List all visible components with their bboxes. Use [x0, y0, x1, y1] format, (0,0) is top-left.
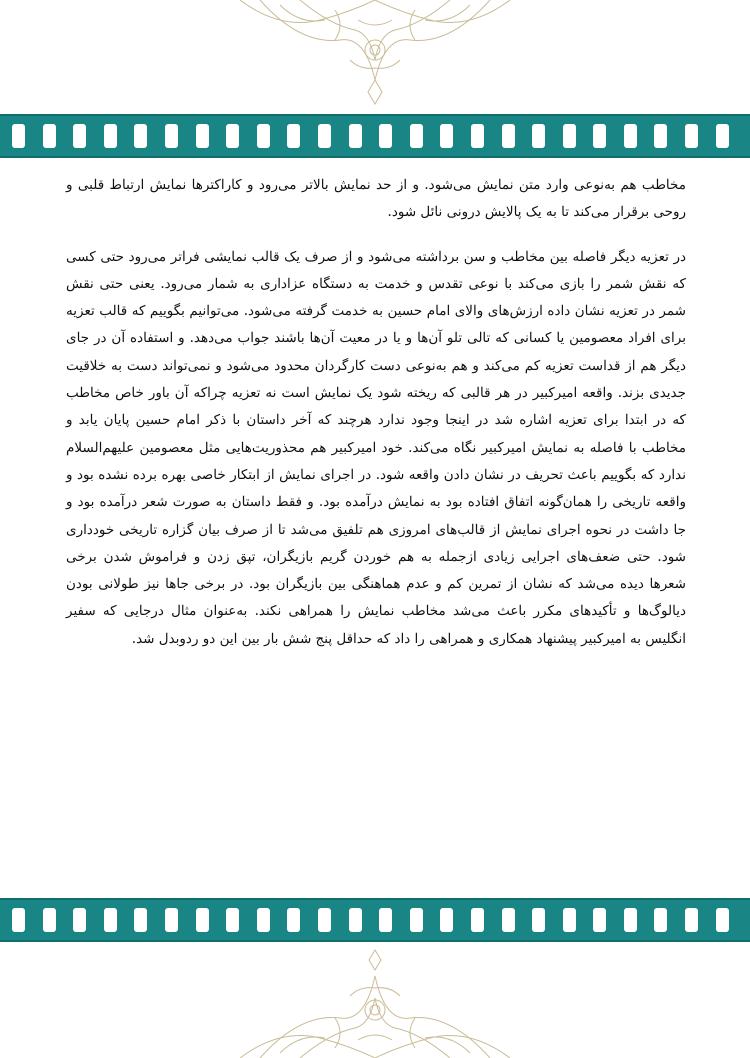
film-hole	[196, 908, 209, 932]
film-hole	[43, 124, 56, 148]
film-hole	[471, 908, 484, 932]
film-perforations	[12, 124, 729, 148]
film-hole	[532, 124, 545, 148]
film-hole	[532, 908, 545, 932]
film-hole	[654, 908, 667, 932]
film-hole	[563, 124, 576, 148]
film-hole	[43, 908, 56, 932]
film-hole	[349, 908, 362, 932]
film-hole	[593, 908, 606, 932]
film-hole	[654, 124, 667, 148]
film-hole	[716, 908, 729, 932]
film-hole	[257, 908, 270, 932]
film-hole	[563, 908, 576, 932]
film-hole	[287, 124, 300, 148]
film-hole	[471, 124, 484, 148]
film-hole	[196, 124, 209, 148]
top-arabesque-ornament-icon	[240, 0, 510, 108]
film-hole	[12, 124, 25, 148]
film-hole	[624, 124, 637, 148]
film-hole	[73, 908, 86, 932]
film-hole	[502, 124, 515, 148]
film-edge	[0, 114, 750, 116]
bottom-arabesque-ornament-icon	[240, 948, 510, 1058]
film-hole	[685, 908, 698, 932]
film-hole	[410, 908, 423, 932]
film-hole	[104, 908, 117, 932]
film-hole	[73, 124, 86, 148]
film-hole	[134, 124, 147, 148]
film-hole	[134, 908, 147, 932]
film-edge	[0, 156, 750, 158]
film-hole	[287, 908, 300, 932]
film-hole	[226, 908, 239, 932]
article-body	[66, 172, 686, 653]
film-hole	[165, 124, 178, 148]
film-edge	[0, 940, 750, 942]
paragraph-2: در تعزیه دیگر فاصله بین مخاطب و سن برداشته می‌شود و از صرف یک قالب نمایشی فراتر می‌رود حتی کسی که نقش شمر را بازی می‌کند با نوعی تقدس و خدمت به دستگاه عزاداری به شمار می‌رود. یعنی حتی نقش شمر در تعزیه نشان داده ارزش‌های والای امام حسین به خدمت گرفته می‌شود. می‌توانیم بگوییم که قالب تعزیه برای افراد معصومین یا کسانی که تالی تلو آن‌ها و یا در معیت آن‌ها باشند جواب می‌دهد. و استفاده آن در جای دیگر هم از قداست تعزیه کم می‌کند و هم به‌نوعی دست کارگردان محدود می‌شود و نمی‌تواند دست به خلاقیت جدیدی بزند. واقعه امیرکبیر در هر قالبی که ریخته شود یک نمایش است نه تعزیه چراکه آن باور خاص مخاطب که در ابتدا برای تعزیه اشاره شد در اینجا وجود ندارد هرچند که آخر داستان با ذکر امام حسین پایان یابد و مخاطب با فاصله به نمایش امیرکبیر نگاه می‌کند. خود امیرکبیر هم محذوریت‌هایی مثل معصومین علیهم‌السلام ندارد که بگوییم باعث تحریف در نشان دادن واقعه شود. در اجرای نمایش از ابتکار خاصی بهره برده نشده بود و واقعه تاریخی را همان‌گونه اتفاق افتاده بود به نمایش درآمده بود. و فقط داستان به صورت شعر درآمده بود و جا داشت در نحوه اجرای نمایش از قالب‌های امروزی هم تلفیق می‌شد تا از صرف بیان گزاره تاریخی خودداری شود. حتی ضعف‌های اجرایی زیادی ازجمله به هم خوردن گریم بازیگران، تپق زدن و فراموش شدن برخی شعرها دیده می‌شد که نشان از تمرین کم و عدم هماهنگی بین بازیگران بود. در برخی جاها نیز طولانی بودن دیالوگ‌ها و تأکیدهای مکرر باعث می‌شد مخاطب نمایش را همراهی نکند. به‌عنوان مثال درجایی که سفیر انگلیس به امیرکبیر پیشنهاد همکاری و همراهی را داد که حداقل پنج شش بار بین این دو ردوبدل شد.	[66, 248, 686, 647]
film-hole	[318, 124, 331, 148]
film-perforations	[12, 908, 729, 932]
film-hole	[165, 908, 178, 932]
film-hole	[685, 124, 698, 148]
film-hole	[716, 124, 729, 148]
film-hole	[12, 908, 25, 932]
bottom-film-strip	[0, 898, 750, 942]
top-film-strip	[0, 114, 750, 158]
film-hole	[349, 124, 362, 148]
film-hole	[379, 124, 392, 148]
film-hole	[624, 908, 637, 932]
film-hole	[226, 124, 239, 148]
film-hole	[257, 124, 270, 148]
film-hole	[593, 124, 606, 148]
film-hole	[410, 124, 423, 148]
film-hole	[318, 908, 331, 932]
film-hole	[104, 124, 117, 148]
film-hole	[440, 908, 453, 932]
film-hole	[440, 124, 453, 148]
film-edge	[0, 898, 750, 900]
film-hole	[379, 908, 392, 932]
paragraph-1: مخاطب هم به‌نوعی وارد متن نمایش می‌شود. و از حد نمایش بالاتر می‌رود و کاراکترها نمایش ارتباط قلبی و روحی برقرار می‌کند تا به یک پالایش درونی نائل شود.	[66, 177, 686, 221]
film-hole	[502, 908, 515, 932]
